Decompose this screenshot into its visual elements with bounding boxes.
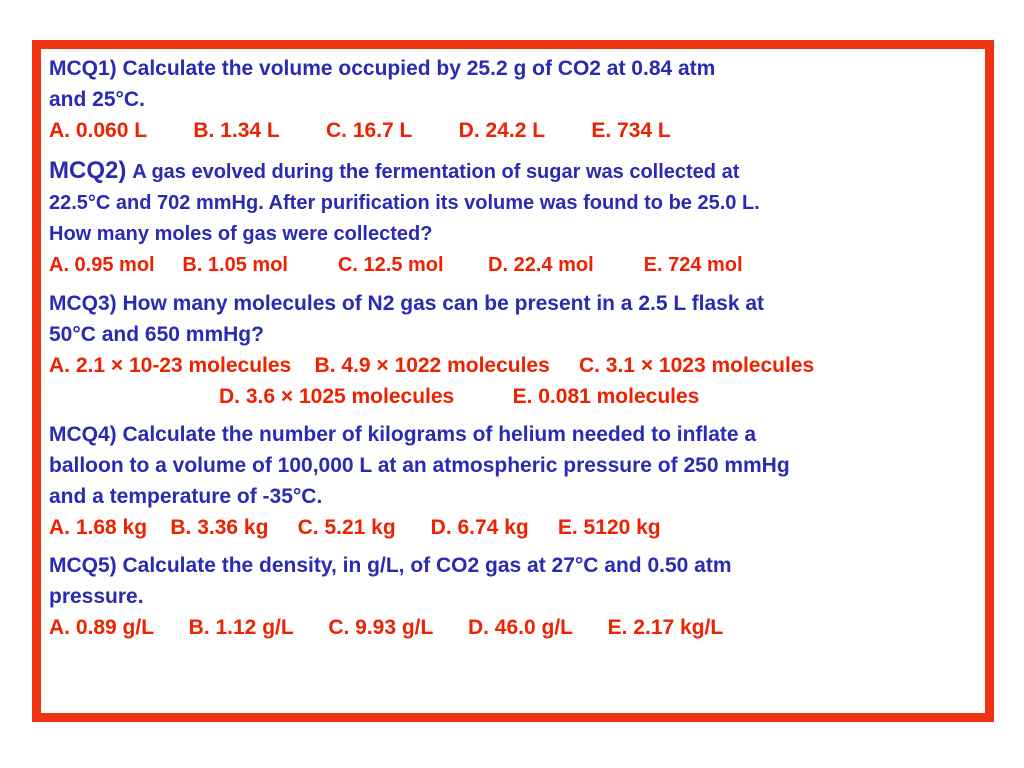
- mcq3-question-line: 50°C and 650 mmHg?: [49, 323, 264, 346]
- mcq3: [49, 288, 981, 412]
- mcq5-question-line: pressure.: [49, 585, 144, 608]
- mcq1-question-line: MCQ1) Calculate the volume occupied by 25.2 g of CO2 at 0.84 atm: [49, 57, 716, 80]
- mcq2-question-text: A gas evolved during the fermentation of sugar was collected at: [132, 161, 740, 183]
- mcq4: [49, 419, 981, 543]
- mcq4-answers: A. 1.68 kg B. 3.36 kg C. 5.21 kg D. 6.74 kg E. 5120 kg: [49, 516, 661, 539]
- mcq4-question-line: balloon to a volume of 100,000 L at an atmospheric pressure of 250 mmHg: [49, 454, 790, 477]
- mcq2-answers: A. 0.95 mol B. 1.05 mol C. 12.5 mol D. 22.4 mol E. 724 mol: [49, 254, 743, 276]
- mcq2: [49, 155, 981, 281]
- mcq1-answers: A. 0.060 L B. 1.34 L C. 16.7 L D. 24.2 L E. 734 L: [49, 119, 671, 142]
- mcq5-question-line: MCQ5) Calculate the density, in g/L, of CO2 gas at 27°C and 0.50 atm: [49, 554, 732, 577]
- mcq3-answers: A. 2.1 × 10-23 molecules B. 4.9 × 1022 molecules C. 3.1 × 1023 molecules: [49, 354, 815, 377]
- slide-frame: [32, 40, 994, 722]
- mcq3-answers: D. 3.6 × 1025 molecules E. 0.081 molecules: [219, 385, 700, 408]
- mcq2-question-line: [49, 155, 981, 188]
- mcq1: [49, 53, 981, 146]
- mcq4-question-line: MCQ4) Calculate the number of kilograms of helium needed to inflate a: [49, 423, 757, 446]
- mcq2-label: MCQ2): [49, 157, 127, 184]
- mcq3-question-line: MCQ3) How many molecules of N2 gas can be present in a 2.5 L flask at: [49, 292, 765, 315]
- mcq5-answers: A. 0.89 g/L B. 1.12 g/L C. 9.93 g/L D. 46.0 g/L E. 2.17 kg/L: [49, 616, 724, 639]
- mcq2-question-line: How many moles of gas were collected?: [49, 223, 433, 245]
- mcq5: [49, 550, 981, 643]
- mcq1-question-line: and 25°C.: [49, 88, 145, 111]
- mcq4-question-line: and a temperature of -35°C.: [49, 485, 323, 508]
- mcq2-question-line: 22.5°C and 702 mmHg. After purification its volume was found to be 25.0 L.: [49, 192, 760, 214]
- question-list: [49, 53, 981, 643]
